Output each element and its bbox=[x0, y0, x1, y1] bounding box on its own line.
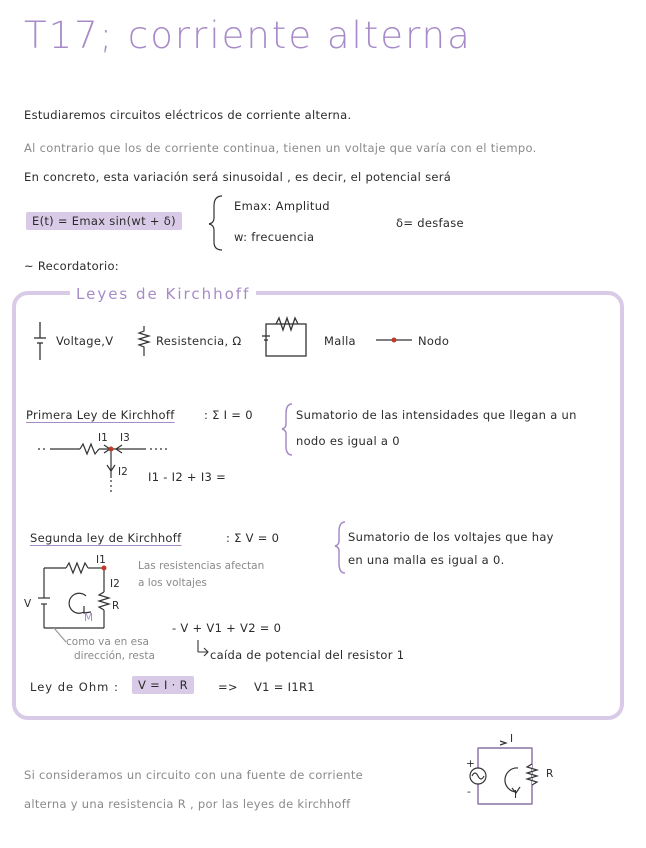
second-law-note-2: a los voltajes bbox=[138, 577, 207, 589]
intro-line-3: En concreto, esta variación será sinusoidal , es decir, el potencial será bbox=[24, 170, 452, 184]
second-law-equation-2: - V + V1 + V2 = 0 bbox=[172, 621, 282, 635]
first-law-i3: I3 bbox=[120, 432, 130, 444]
second-law-desc-2: en una malla es igual a 0. bbox=[348, 553, 505, 567]
ac-circuit-plus: + bbox=[466, 758, 475, 770]
ac-circuit-i-inner: I bbox=[514, 789, 518, 801]
second-law-note-1: Las resistencias afectan bbox=[138, 560, 265, 572]
formula-main: E(t) = Emax sin(wt + δ) bbox=[26, 212, 182, 230]
ac-circuit-minus: - bbox=[467, 786, 471, 798]
ohm-law-label: Ley de Ohm : bbox=[30, 680, 119, 694]
node-symbol-icon bbox=[376, 338, 412, 343]
second-law-m: M bbox=[84, 612, 94, 624]
resistor-symbol-icon bbox=[139, 326, 149, 356]
formula-emax: Emax: Amplitud bbox=[234, 199, 330, 213]
ohm-law-arrow: => bbox=[218, 680, 238, 694]
first-law-label: Primera Ley de Kirchhoff bbox=[26, 408, 175, 422]
legend-resistance-label: Resistencia, Ω bbox=[156, 334, 242, 348]
direction-note-2: dirección, resta bbox=[74, 650, 155, 662]
ohm-law-equation: V = I · R bbox=[132, 676, 194, 694]
node-diagram bbox=[38, 444, 168, 492]
second-law-r: R bbox=[112, 600, 120, 612]
page-title: T17; corriente alterna bbox=[24, 14, 472, 57]
mesh-circuit-diagram bbox=[38, 563, 109, 642]
reminder-label: ~ Recordatorio: bbox=[24, 259, 119, 273]
first-law-i2: I2 bbox=[118, 466, 128, 478]
battery-symbol-icon bbox=[34, 322, 46, 360]
ac-circuit-diagram bbox=[470, 741, 537, 804]
voltage-drop-note: caída de potencial del resistor 1 bbox=[210, 648, 405, 662]
second-law-v: V bbox=[24, 598, 32, 610]
second-law-i2: I2 bbox=[110, 578, 120, 590]
legend-node-label: Nodo bbox=[418, 334, 450, 348]
legend-voltage-label: Voltage,V bbox=[56, 334, 114, 348]
intro-line-2: Al contrario que los de corriente continua, tienen un voltaje que varía con el tiempo. bbox=[24, 141, 537, 155]
first-law-equation: : Σ I = 0 bbox=[204, 408, 253, 422]
ac-circuit-i-top: I bbox=[510, 733, 514, 745]
ohm-law-v1: V1 = I1R1 bbox=[254, 680, 315, 694]
formula-delta: δ= desfase bbox=[396, 216, 464, 230]
intro-line-1: Estudiaremos circuitos eléctricos de corriente alterna. bbox=[24, 108, 352, 122]
ac-circuit-r: R bbox=[546, 768, 554, 780]
second-law-label: Segunda ley de Kirchhoff bbox=[30, 531, 182, 545]
bottom-line-2: alterna y una resistencia R , por las leyes de kirchhoff bbox=[24, 797, 351, 811]
first-law-i1: I1 bbox=[98, 432, 108, 444]
second-law-i1: I1 bbox=[96, 554, 106, 566]
legend-mesh-label: Malla bbox=[324, 334, 356, 348]
formula-w: w: frecuencia bbox=[234, 230, 315, 244]
first-law-desc-2: nodo es igual a 0 bbox=[296, 434, 400, 448]
mesh-symbol-icon bbox=[262, 318, 306, 356]
first-law-desc-1: Sumatorio de las intensidades que llegan a un bbox=[296, 408, 577, 422]
second-law-equation: : Σ V = 0 bbox=[226, 531, 280, 545]
first-law-result: I1 - I2 + I3 = bbox=[148, 470, 227, 484]
direction-note-1: como va en esa bbox=[66, 636, 149, 648]
kirchhoff-section-title: Leyes de Kirchhoff bbox=[70, 285, 256, 303]
bottom-line-1: Si consideramos un circuito con una fuente de corriente bbox=[24, 768, 364, 782]
second-law-desc-1: Sumatorio de los voltajes que hay bbox=[348, 530, 554, 544]
